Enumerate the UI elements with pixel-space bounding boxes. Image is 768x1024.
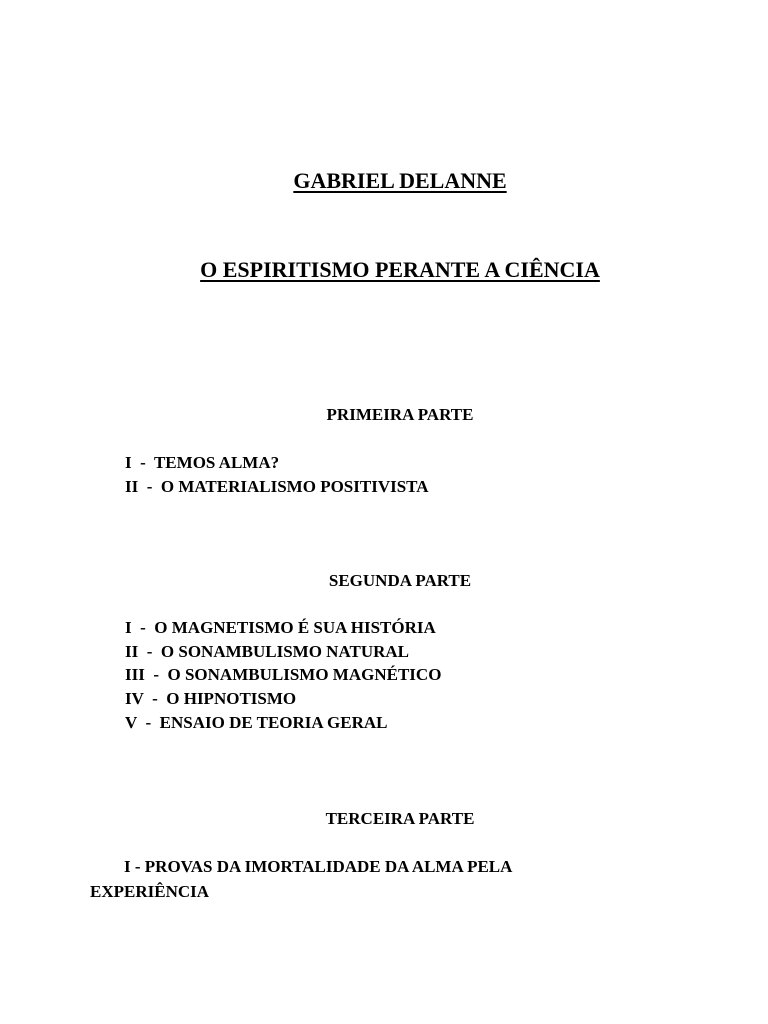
chapter-list-primeira [125, 451, 429, 498]
part-heading-segunda: SEGUNDA PARTE [328, 571, 472, 590]
chapter-item: V - ENSAIO DE TEORIA GERAL [125, 712, 388, 732]
part-heading-primeira: PRIMEIRA PARTE [326, 405, 474, 424]
chapter-item: II - O MATERIALISMO POSITIVISTA [125, 476, 429, 496]
author-name: GABRIEL DELANNE [293, 168, 507, 193]
chapter-item: I - TEMOS ALMA? [125, 453, 280, 472]
book-title: O ESPIRITISMO PERANTE A CIÊNCIA [200, 257, 600, 282]
chapter-item: I - O MAGNETISMO É SUA HISTÓRIA [125, 618, 436, 637]
chapter-item: II - O SONAMBULISMO NATURAL [125, 641, 409, 661]
chapter-list-segunda [125, 616, 441, 735]
chapter-item: III - O SONAMBULISMO MAGNÉTICO [125, 665, 442, 685]
chapter-item: IV - O HIPNOTISMO [125, 689, 297, 709]
part-heading-terceira: TERCEIRA PARTE [325, 809, 475, 828]
chapter-item: I - PROVAS DA IMORTALIDADE DA ALMA PELA EXPERIÊNCIA [90, 857, 512, 901]
